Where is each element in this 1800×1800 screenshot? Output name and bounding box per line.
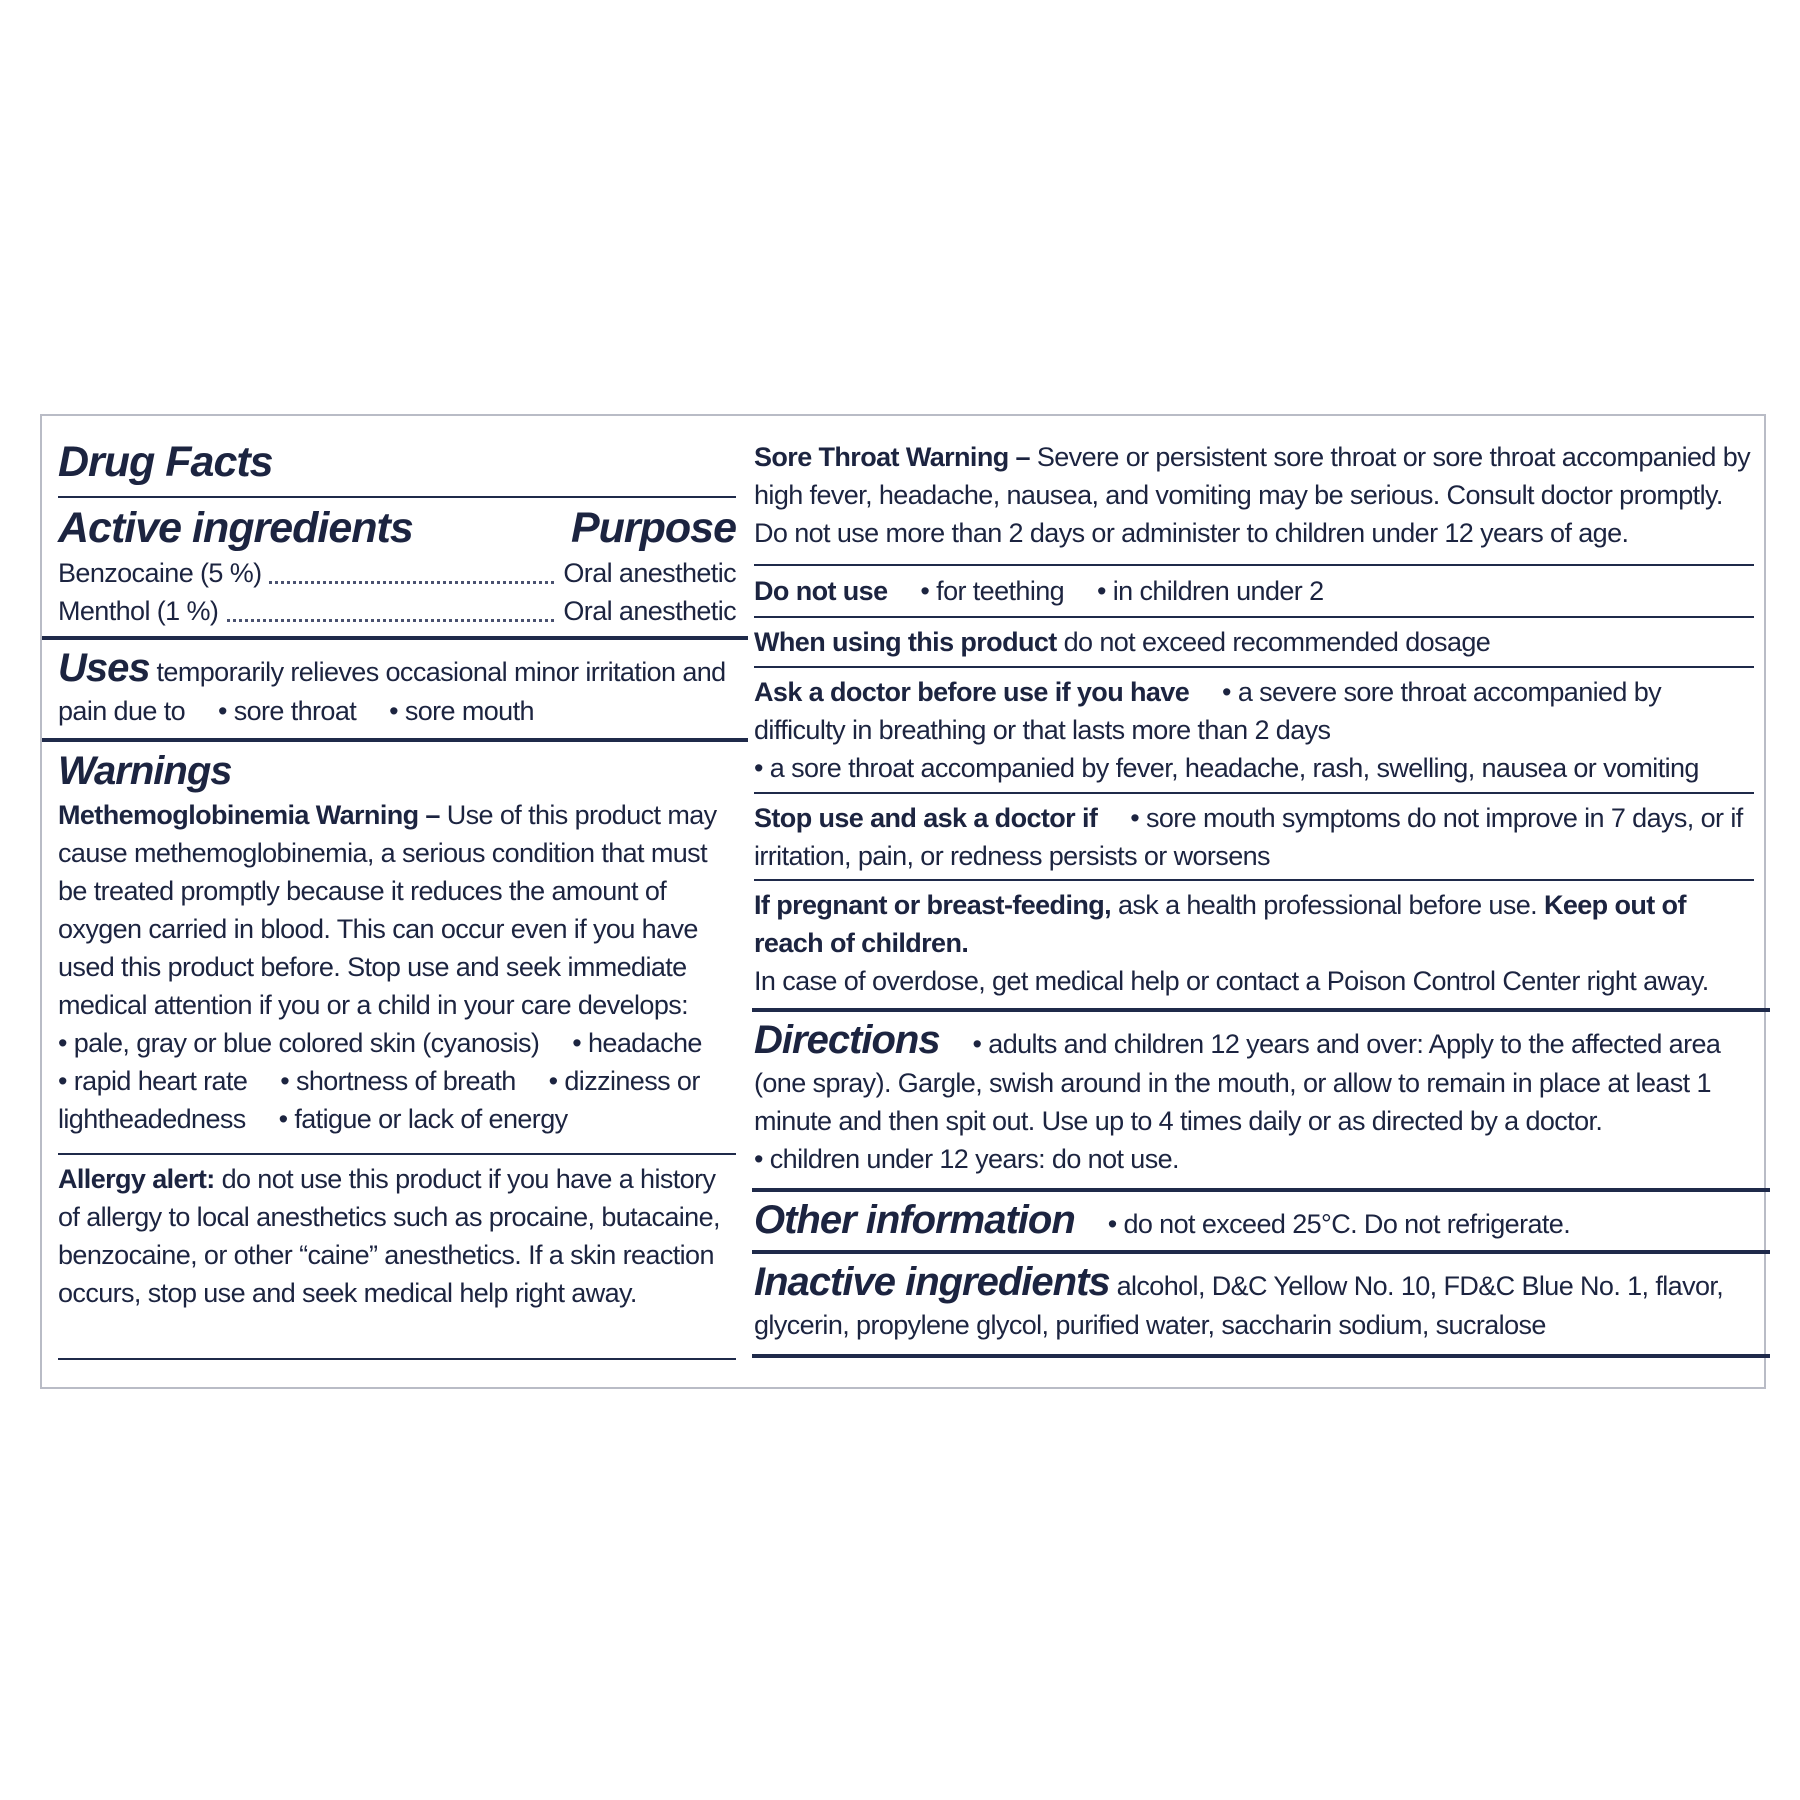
other-information-heading: Other information [754,1198,1075,1242]
when-using-section: When using this product do not exceed recommended dosage [754,627,1491,657]
divider [754,879,1754,881]
divider [754,616,1754,618]
divider [58,1358,736,1360]
inactive-ingredients-heading: Inactive ingredients [754,1260,1110,1304]
divider [752,1354,1770,1358]
divider [42,636,748,640]
drug-facts-title: Drug Facts [58,438,273,486]
drug-facts-panel [40,414,1766,1389]
divider [58,496,736,498]
purpose-heading: Purpose [570,504,736,552]
stop-use-section: Stop use and ask a doctor if • sore mouth symptoms do not improve in 7 days, or if irritation, pain, or redness persists or worsens [754,799,1754,875]
pregnancy-section: If pregnant or breast-feeding, ask a health professional before use. Keep out of reach of children. In case of overdose, get medical help or contact a Poison Control Center right away. [754,890,1709,996]
active-ingredients-heading: Active ingredients [58,504,413,552]
other-information-section: Other information • do not exceed 25°C. Do not refrigerate. [754,1196,1754,1244]
divider [42,738,748,742]
active-ingredients-section [58,504,736,630]
divider [752,1188,1770,1192]
divider [754,564,1754,566]
uses-section: Uses temporarily relieves occasional minor irritation and pain due to • sore throat • sore mouth [58,644,736,730]
divider [752,1008,1770,1012]
ask-doctor-section: Ask a doctor before use if you have • a severe sore throat accompanied by difficulty in breathing or that lasts more than 2 days • a sore throat accompanied by fever, headache, rash, swelling, nausea or vomiting [754,673,1754,787]
directions-heading: Directions [754,1018,940,1062]
divider [58,1153,736,1155]
allergy-alert-section: Allergy alert: do not use this product if you have a history of allergy to local anesthetics such as procaine, butacaine, benzocaine, or other “caine” anesthetics. If a skin reaction occurs, stop use and seek medical help right away. [58,1164,720,1308]
divider [754,666,1754,668]
divider [752,1250,1770,1254]
warnings-heading: Warnings [58,749,232,793]
do-not-use-section: Do not use • for teething • in children under 2 [754,572,1754,610]
inactive-ingredients-section: Inactive ingredients alcohol, D&C Yellow No. 10, FD&C Blue No. 1, flavor, glycerin, propylene glycol, purified water, saccharin sodium, sucralose [754,1260,1724,1340]
ingredient-row: Menthol (1 %) Oral anesthetic [58,592,736,630]
uses-heading: Uses [58,646,150,690]
sore-throat-warning: Sore Throat Warning – Severe or persistent sore throat or sore throat accompanied by high fever, headache, nausea, and vomiting may be serious. Consult doctor promptly. Do not use more than 2 days or administer to children under 12 years of age. [754,442,1751,548]
divider [754,792,1754,794]
directions-section: Directions • adults and children 12 years and over: Apply to the affected area (one spray). Gargle, swish around in the mouth, or allow to remain in place at least 1 minute and then spit out. Use up to 4 times daily or as directed by a doctor. • children under 12 years: do not use. [754,1016,1754,1178]
methemoglobinemia-warning: Methemoglobinemia Warning – Use of this product may cause methemoglobinemia, a serious condition that must be treated promptly because it reduces the amount of oxygen carried in blood. This can occur even if you have used this product before. Stop use and seek immediate medical attention if you or a child in your care develops: • pale, gray or blue colored skin (cyanosis) • headache • rapid heart rate • shortness of breath • dizziness or lightheadedness • fatigue or lack of energy [58,796,736,1138]
ingredient-row: Benzocaine (5 %) Oral anesthetic [58,554,736,592]
warnings-section [58,746,736,1138]
